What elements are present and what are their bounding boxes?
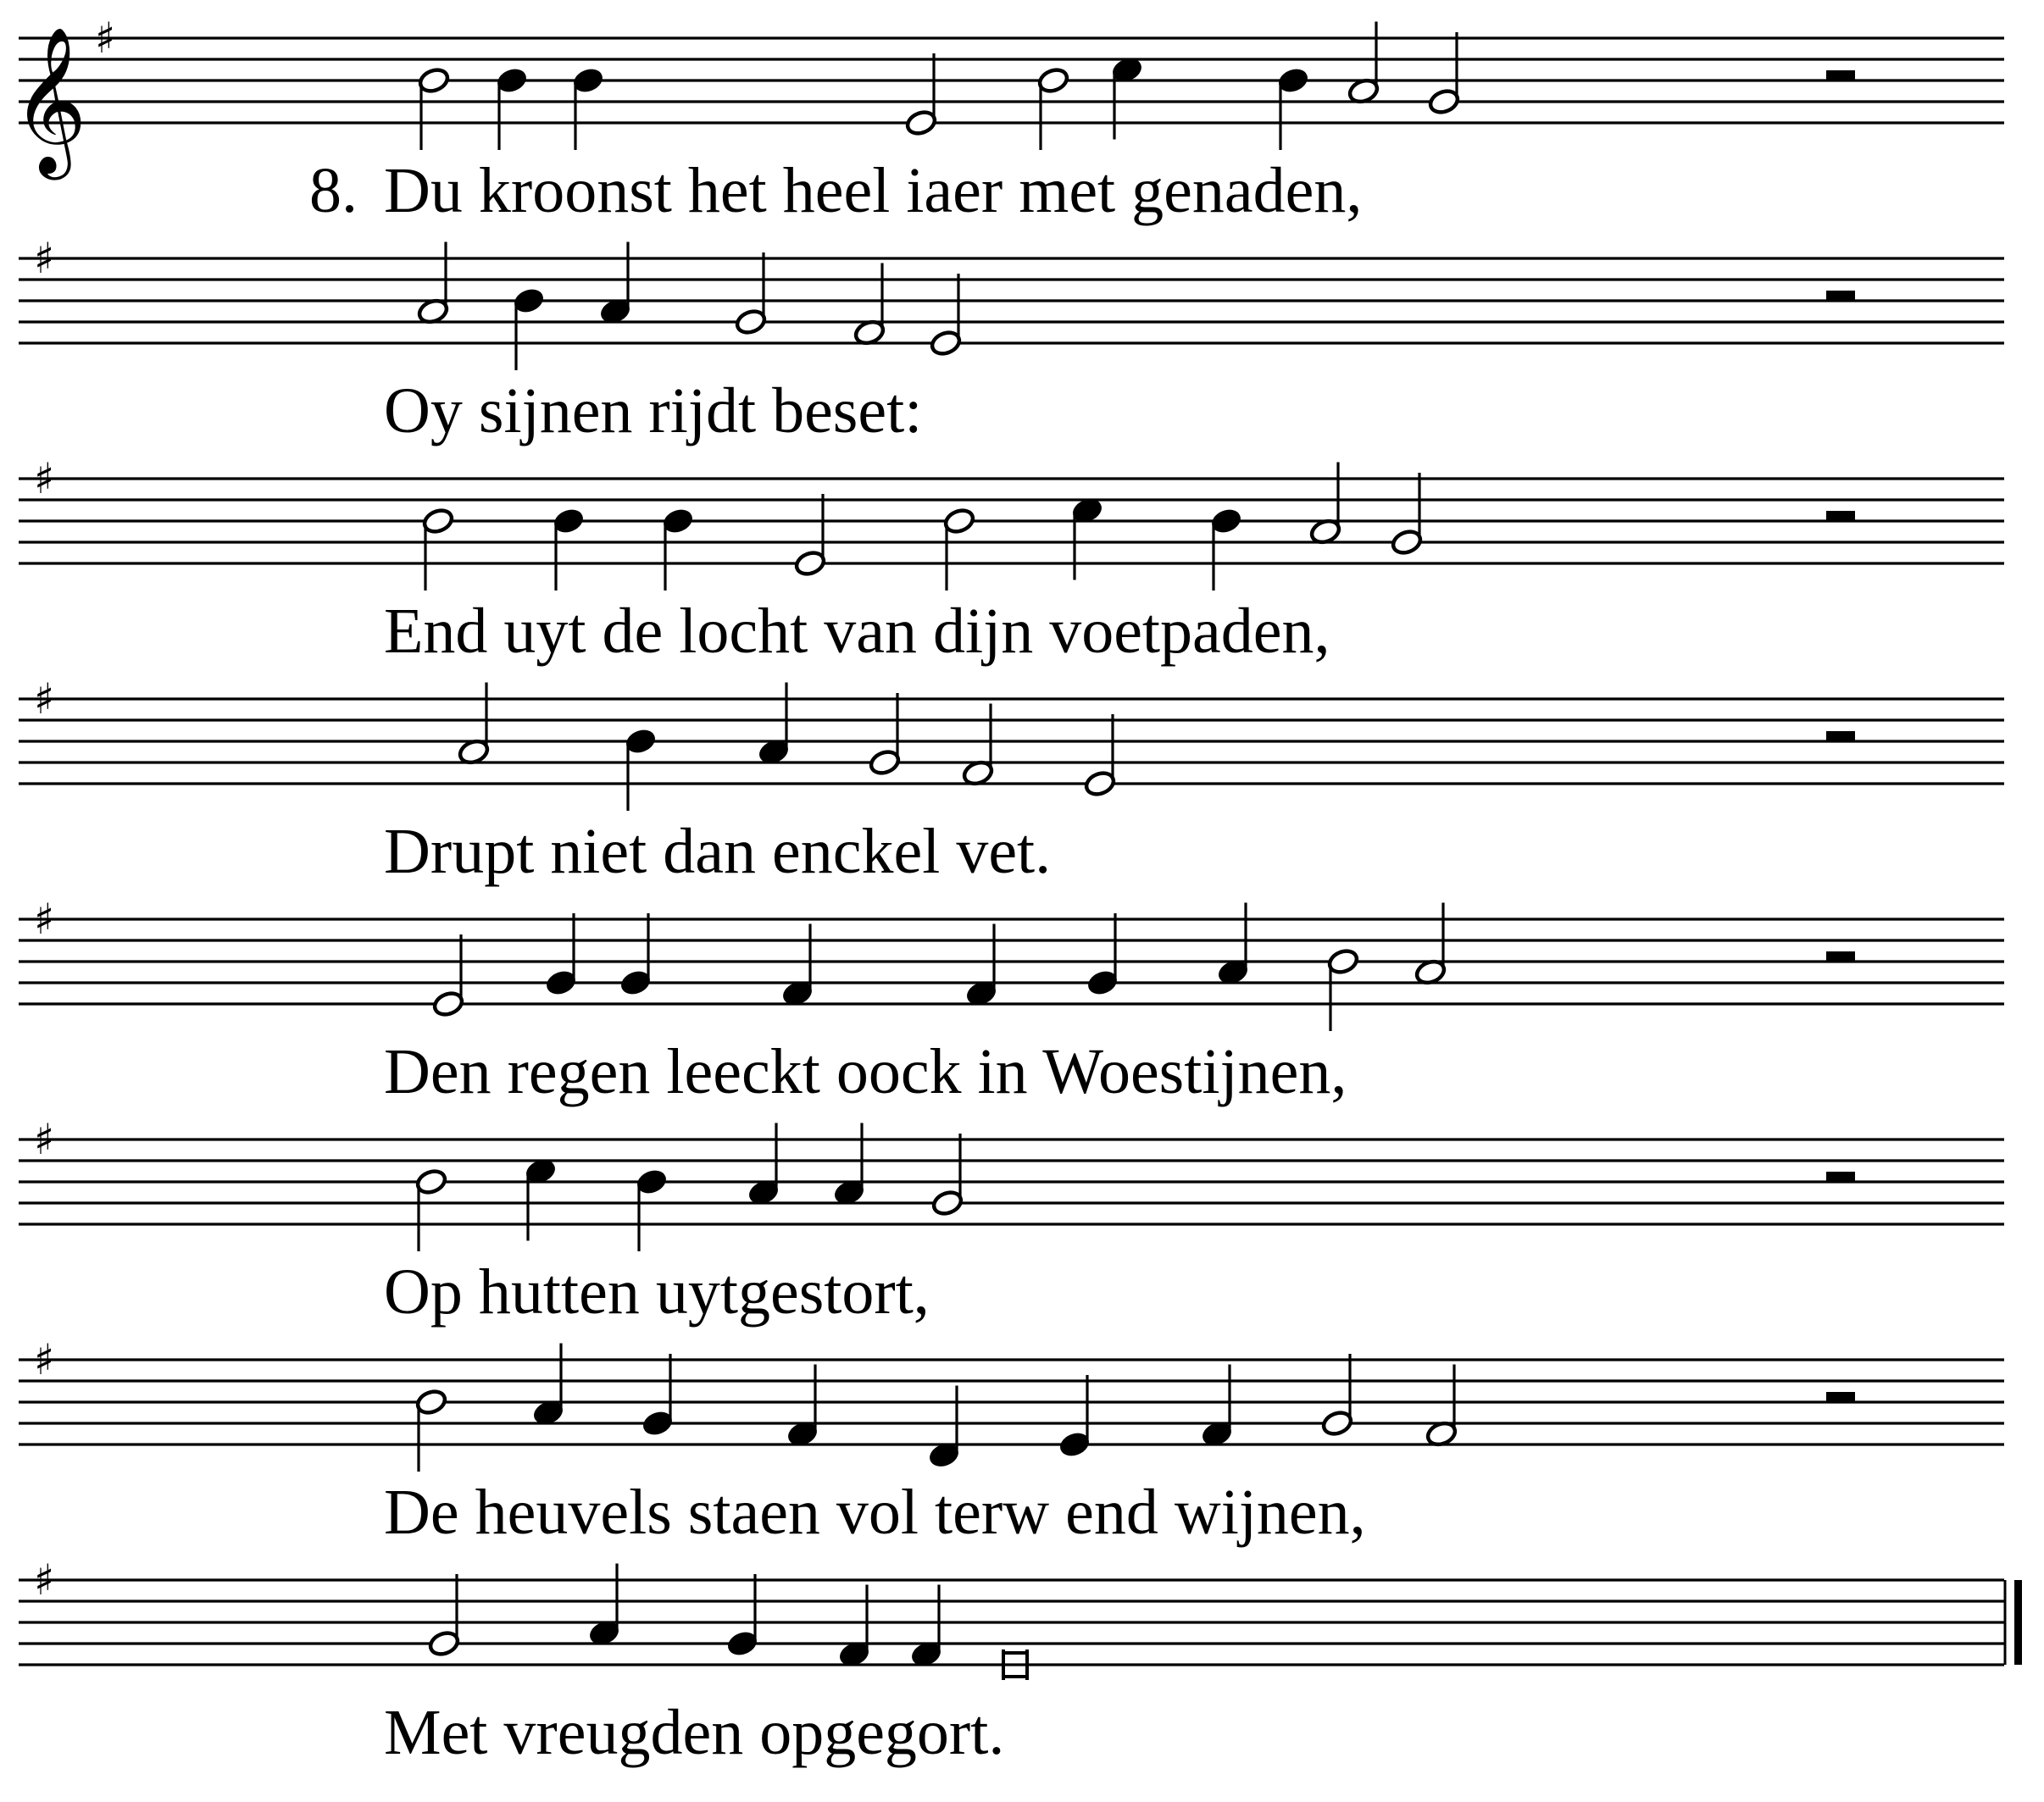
note	[635, 1167, 668, 1251]
note	[1209, 507, 1242, 591]
note	[927, 1386, 960, 1470]
lyric-line: Met vreugden opgegort.	[384, 1697, 1005, 1768]
note	[1326, 947, 1359, 1031]
note	[734, 252, 767, 336]
staff	[19, 258, 2004, 343]
note	[780, 924, 814, 1008]
sharp-icon: ♯	[95, 14, 116, 63]
lyric-line: Du kroonst het heel iaer met genaden,	[384, 155, 1363, 226]
lyric-line: Den regen leeckt oock in Woestijnen,	[384, 1036, 1347, 1107]
staff	[19, 919, 2004, 1004]
note	[1110, 56, 1143, 140]
lyric-line: De heuvels staen vol terw end wijnen,	[384, 1477, 1366, 1548]
sharp-icon: ♯	[34, 454, 55, 503]
note	[512, 286, 545, 370]
half-rest-icon	[1826, 951, 1855, 962]
note	[619, 913, 652, 997]
note	[544, 913, 577, 997]
half-rest-icon	[1826, 1392, 1855, 1402]
sharp-icon: ♯	[34, 1555, 55, 1605]
note	[1216, 903, 1249, 987]
note	[457, 683, 490, 767]
final-barline	[2005, 1580, 2022, 1665]
note	[571, 66, 604, 150]
note	[1390, 473, 1423, 557]
note	[961, 704, 994, 788]
treble-clef-icon: 𝄞	[12, 26, 87, 174]
music-line	[19, 454, 2004, 667]
note	[416, 242, 449, 326]
staff	[19, 38, 2004, 123]
sharp-icon: ♯	[34, 1335, 55, 1384]
note	[531, 1344, 564, 1428]
note	[786, 1365, 819, 1449]
note	[1276, 66, 1309, 150]
note	[837, 1585, 870, 1669]
note	[1320, 1354, 1353, 1438]
note	[942, 507, 975, 591]
note	[868, 693, 901, 777]
note	[1414, 903, 1447, 987]
sharp-icon: ♯	[34, 234, 55, 283]
note	[929, 274, 962, 358]
note	[587, 1564, 620, 1648]
note	[414, 1167, 447, 1251]
note	[1083, 714, 1116, 798]
note	[1036, 66, 1069, 150]
staff	[19, 1360, 2004, 1444]
note	[598, 242, 631, 326]
sharp-icon: ♯	[34, 895, 55, 944]
note	[661, 507, 694, 591]
note	[1200, 1365, 1233, 1449]
music-line	[19, 674, 2004, 887]
note	[1003, 1650, 1027, 1680]
lyric-line: End uyt de locht van dijn voetpaden,	[384, 596, 1330, 667]
note	[495, 66, 528, 150]
note	[725, 1574, 758, 1658]
verse-number: 8.	[309, 155, 358, 226]
note	[427, 1574, 460, 1658]
note	[414, 1388, 447, 1472]
note	[747, 1123, 780, 1207]
staff	[19, 699, 2004, 784]
staff	[19, 479, 2004, 563]
note	[832, 1123, 865, 1207]
lyric-line: Oy sijnen rijdt beset:	[384, 375, 923, 446]
note	[793, 494, 826, 578]
note	[1427, 32, 1460, 116]
half-rest-icon	[1826, 291, 1855, 301]
half-rest-icon	[1826, 511, 1855, 521]
note	[641, 1354, 674, 1438]
sharp-icon: ♯	[34, 674, 55, 724]
half-rest-icon	[1826, 1172, 1855, 1182]
note	[1308, 463, 1341, 546]
note	[1086, 913, 1119, 997]
note	[909, 1585, 942, 1669]
note	[964, 924, 997, 1008]
sharp-icon: ♯	[34, 1115, 55, 1164]
music-line	[19, 1555, 2022, 1768]
note	[757, 683, 790, 767]
note	[417, 66, 450, 150]
lyric-line: Op hutten uytgestort,	[384, 1256, 930, 1328]
half-rest-icon	[1826, 70, 1855, 80]
note	[1347, 22, 1380, 106]
note	[524, 1157, 557, 1241]
note	[624, 727, 657, 811]
music-line	[19, 1115, 2004, 1328]
note	[431, 934, 464, 1018]
note	[552, 507, 585, 591]
note	[1070, 496, 1103, 580]
note	[1425, 1365, 1458, 1449]
note	[930, 1134, 964, 1217]
music-line	[19, 234, 2004, 446]
lyric-line: Drupt niet dan enckel vet.	[384, 816, 1052, 887]
music-line	[12, 14, 2004, 226]
note	[1058, 1375, 1091, 1459]
note	[853, 263, 886, 347]
music-line	[19, 1335, 2004, 1548]
staff	[19, 1139, 2004, 1224]
music-line	[19, 895, 2004, 1107]
note	[421, 507, 454, 591]
half-rest-icon	[1826, 731, 1855, 741]
note	[904, 53, 937, 137]
